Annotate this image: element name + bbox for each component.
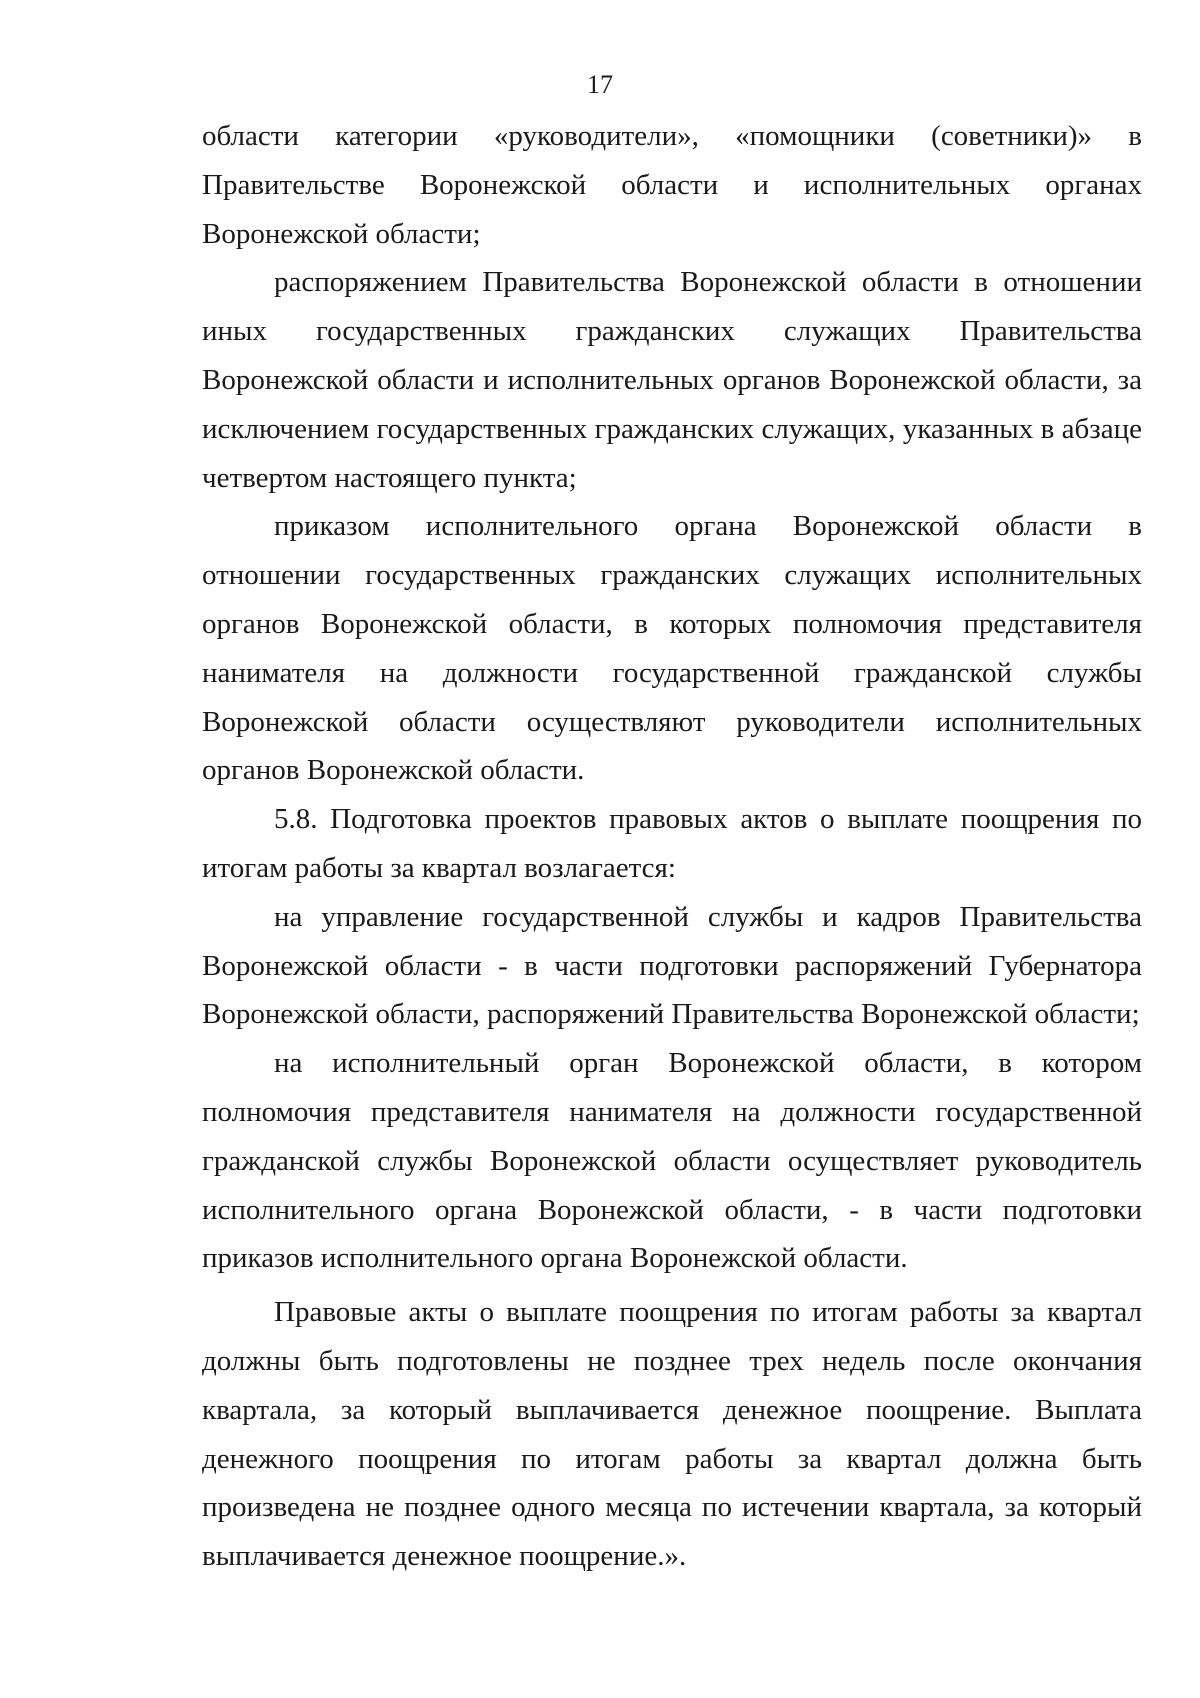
paragraph-executive-body: на исполнительный орган Воронежской области, в котором полномочия представителя нанимателя на должности государственной гражданской службы Воронежской области осуществляет руководитель исполнительного органа Воронежской области, - в части подготовки приказов исполнительного органа Воронежской области. xyxy=(202,1047,1142,1275)
paragraph-deadlines: Правовые акты о выплате поощрения по итогам работы за квартал должны быть подготовлены не позднее трех недель после окончания квартала, за который выплачивается денежное поощрение. Выплата денежного поощрения по итогам работы за квартал должна быть произведена не позднее одного месяца по истечении квартала, за который выплачивается денежное поощрение.». xyxy=(202,1296,1142,1573)
paragraph-continuation: области категории «руководители», «помощники (советники)» в Правительстве Воронежской области и исполнительных органах Воронежской области; xyxy=(202,120,1142,250)
document-body xyxy=(202,112,1142,1581)
paragraph-executive-order: приказом исполнительного органа Воронежской области в отношении государственных гражданских служащих исполнительных органов Воронежской области, в которых полномочия представителя нанимателя на должности государственной гражданской службы Воронежской области осуществляют руководители исполнительных органов Воронежской области. xyxy=(202,510,1142,787)
paragraph-hr-department: на управление государственной службы и кадров Правительства Воронежской области - в части подготовки распоряжений Губернатора Воронежской области, распоряжений Правительства Воронежской области; xyxy=(202,900,1142,1031)
page-number: 17 xyxy=(587,70,613,99)
paragraph-government-order: распоряжением Правительства Воронежской области в отношении иных государственных гражданских служащих Правительства Воронежской области и исполнительных органов Воронежской области, за исключением государственных гражданских служащих, указанных в абзаце четвертом настоящего пункта; xyxy=(202,266,1142,494)
paragraph-section-5-8: 5.8. Подготовка проектов правовых актов о выплате поощрения по итогам работы за квартал возлагается: xyxy=(202,803,1142,884)
